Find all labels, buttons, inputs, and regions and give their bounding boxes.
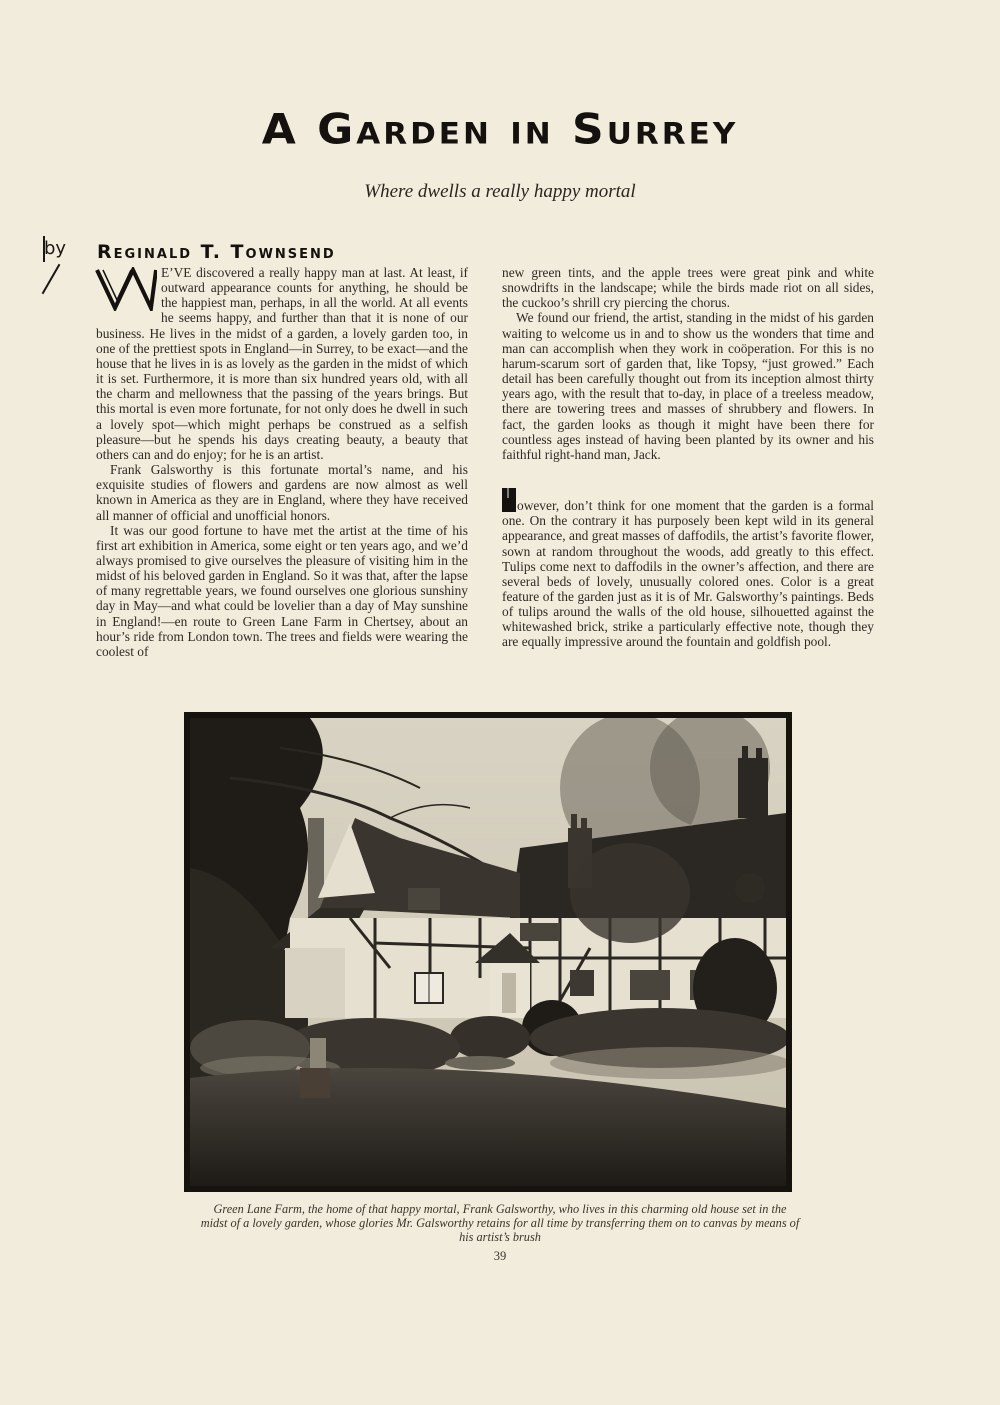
paragraph: new green tints, and the apple trees were great pink and white snowdrifts in the landscape; while the birds made riot on all sides, the cuckoo’s shrill cry piercing the chorus. — [502, 265, 874, 311]
author-name: Reginald T. Townsend — [97, 241, 336, 263]
byline-prefix: by — [44, 238, 67, 259]
paragraph — [96, 265, 468, 462]
article-subtitle: Where dwells a really happy mortal — [364, 181, 636, 202]
photo-frame — [184, 712, 792, 1192]
paragraph: We found our friend, the artist, standing in the midst of his garden waiting to welcome us in and to show us the wonders that time and man can accomplish when they work in coöperation. For this is no harum-scarum sort of garden that, like Topsy, “just growed.” Each detail has been carefully thought out from its inception almost thirty years ago, with the result that to-day, in place of a treeless meadow, there are towering trees and masses of shrubbery and flowers. In fact, the garden looks as though it might have been there for countless ages instead of having been planted by its owner and his faithful right-hand man, Jack. — [502, 310, 874, 462]
paragraph: It was our good fortune to have met the artist at the time of his first art exhibition in America, some eight or ten years ago, and we’d always promised to give ourselves the pleasure of visiting him in the midst of his beloved garden in England. So it was that, after the lapse of many regrettable years, we found ourselves one glorious sunshiny day in May—and what could be lovelier than a day of May sunshine in England!—en route to Green Lane Farm in Chertsey, about an hour’s ride from London town. The trees and fields were wearing the coolest of — [96, 522, 468, 659]
photo-caption: Green Lane Farm, the home of that happy mortal, Frank Galsworthy, who lives in this charming old house set in the midst of a lovely garden, whose glories Mr. Galsworthy retains for all time by transferring them on to canvas by means of his artist’s brush — [200, 1202, 800, 1245]
article-title: A Garden in Surrey — [261, 105, 739, 154]
dropcap-w-icon — [95, 267, 157, 311]
paragraph-text: owever, don’t think for one moment that the garden is a formal one. On the contrary it has purposely been kept wild in its general appearance, and great masses of daffodils, the artist’s favorite flower, sown at random throughout the woods, add greatly to this effect. Tulips come next to daffodils in the owner’s affection, and there are several beds of lovely, unusually colored ones. Color is a great feature of the garden just as it is of Mr. Galsworthy’s paintings. Beds of tulips around the walls of the old house, silhouetted against the whitewashed brick, strike a particularly effective note, though they are equally impressive around the fountain and goldfish pool. — [502, 498, 874, 650]
left-column — [96, 265, 468, 659]
paragraph — [502, 488, 874, 650]
farmhouse-garden-photo-icon — [190, 718, 786, 1186]
right-column — [502, 265, 874, 650]
paragraph-text: E’VE discovered a really happy man at last. At least, if outward appearance counts for anything, he should be the happiest man, perhaps, in all the world. At all events he seems happy, and further than that it is none of our business. He lives in the midst of a garden, a lovely garden too, in one of the prettiest spots in England—in Surrey, to be exact—and the house that he lives in is as lovely as the garden in the midst of which it is set. Furthermore, it is more than six hundred years old, with all the charm and mellowness that the passing of the years brings. But this mortal is even more fortunate, for not only does he dwell in such a lovely spot—which might perhaps be construed as a selfish pleasure—but he spends his days creating beauty, a beauty that others can and do enjoy; for he is an artist. — [96, 265, 468, 462]
page-number: 39 — [493, 1249, 507, 1263]
paragraph: Frank Galsworthy is this fortunate mortal’s name, and his exquisite studies of flowers and gardens are now almost as well known in America as they are in England, where they have received all manner of official and unofficial honors. — [96, 462, 468, 523]
dropcap-h-icon — [502, 488, 516, 512]
byline-slash-ornament — [42, 264, 61, 294]
farmhouse-photo — [190, 718, 786, 1186]
